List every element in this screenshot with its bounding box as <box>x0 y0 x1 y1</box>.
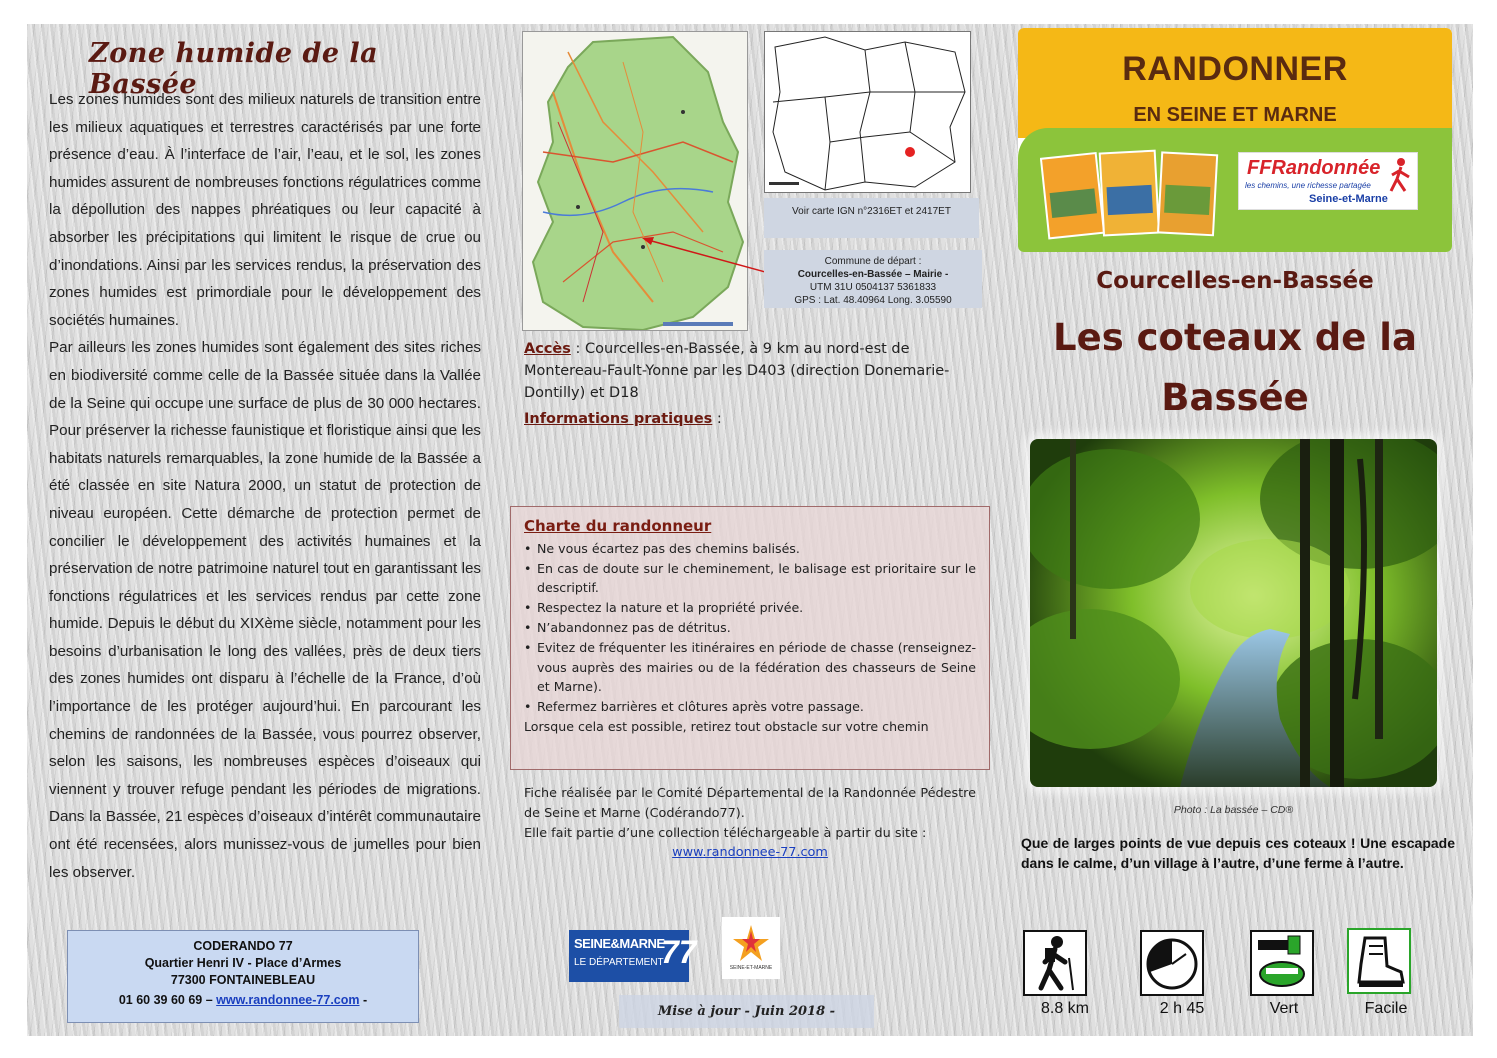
clock-face <box>1142 932 1202 994</box>
charter-item: • Respectez la nature et la propriété privée. <box>524 598 976 618</box>
ffr-logo-tagline: les chemins, une richesse partagée <box>1245 181 1371 190</box>
contact-name: CODERANDO 77 <box>193 939 293 953</box>
info-label: Informations pratiques <box>524 411 713 427</box>
guidebooks-icon <box>1040 146 1220 241</box>
seine-et-marne-department-logo <box>569 930 697 982</box>
photo-caption: Photo : La bassée – CD® <box>1173 804 1294 816</box>
route-title-line1: Les coteaux de la <box>1053 316 1417 359</box>
paint-brush-icon <box>1250 930 1314 996</box>
logo-line2: LE DÉPARTEMENT <box>574 957 664 968</box>
access-label: Accès <box>524 341 571 357</box>
pointer-arrow-icon <box>642 234 782 280</box>
paragraph-bassee: Par ailleurs les zones humides sont également des sites riches en biodiversité comme celle de la Bassée située dans la Vallée de la Seine qui occupe une surface de plus de 30 000 hectares. Pour préserver la richesse faunistique et floristique ainsi que les habitats naturels remarquables, la zone humide de la Bassée a été classée en site Natura 2000, un statut de protection de niveau européen. Cette démarche de protection permet de concilier le développement des activités humaines et la préservation de notre patrimoine naturel tout en garantissant les fonctions régulatrices et les services rendus par cette zone humide. Depuis le début du XIXème siècle, notamment pour les besoins d’urbanisation le long des vallées, près de deux tiers des zones humides ont disparu à l’échelle de la France, d’où l’importance de les protéger aujourd’hui. En parcourant les chemins de randonnées de la Bassée, vous pourrez observer, selon les saisons, les nombreuses espèces d’oiseaux qui viennent y trouver refuge pendant les périodes de migrations. Dans la Bassée, 21 espèces d’oiseaux d’intérêt communautaire ont été recensées, alors munissez-vous de jumelles pour bien les observer. <box>49 339 481 881</box>
start-label: Commune de départ : <box>824 256 922 267</box>
charter-item: • N’abandonnez pas de détritus. <box>524 618 976 638</box>
difficulty-label: Facile <box>1364 1000 1408 1017</box>
collection-website-link[interactable]: www.randonnee-77.com <box>672 845 828 861</box>
ign-map-reference: Voir carte IGN n°2316ET et 2417ET <box>764 198 979 238</box>
start-place: Courcelles-en-Bassée – Mairie - <box>797 269 949 280</box>
seine-et-marne-map-icon <box>523 32 748 331</box>
logo-number: 77 <box>661 934 697 970</box>
left-body-text <box>49 86 481 886</box>
route-title <box>1017 308 1453 428</box>
access-text: : Courcelles-en-Bassée, à 9 km au nord-est de Montereau-Fault-Yonne par les D403 (direction Donemarie-Dontilly) et D18 <box>524 341 950 401</box>
info-paragraph <box>524 408 976 430</box>
utm-coordinates: UTM 31U 0504137 5361833 <box>809 282 937 293</box>
charter-item: • Ne vous écartez pas des chemins balisés. <box>524 539 976 559</box>
forest-stream-photo <box>1030 439 1437 787</box>
clock-icon <box>1140 930 1204 996</box>
ffr-logo-department: Seine-et-Marne <box>1309 193 1388 205</box>
duration-label: 2 h 45 <box>1159 1000 1205 1017</box>
paragraph-wetlands: Les zones humides sont des milieux naturels de transition entre les milieux aquatiques et terrestres caractérisés par une forte présence d’eau. À l’interface de l’air, l’eau, et le sol, les zones humides assurent de nombreuses fonctions régulatrices comme la dépollution des nappes phréatiques ou leur capacité à absorber les précipitations qui limitent le risque de crue ou d’inondations. Ainsi par les services rendus, la préservation des zones humides est primordiale pour le développement des sociétés humaines. <box>49 91 481 329</box>
contact-phone-line <box>68 992 418 1009</box>
distance-label: 8.8 km <box>1040 1000 1089 1017</box>
charter-title: Charte du randonneur <box>524 517 712 535</box>
tourism-star-logo <box>722 917 780 979</box>
paint-marker <box>1252 932 1312 994</box>
access-section <box>524 338 976 430</box>
charter-list <box>524 539 976 717</box>
photo-image <box>1030 439 1437 787</box>
hiker-figure <box>1025 932 1085 994</box>
charter-item: • En cas de doute sur le cheminement, le balisage est prioritaire sur le descriptif. <box>524 559 976 599</box>
hiker-charter-box <box>510 506 990 770</box>
contact-phone: 01 60 39 60 69 – <box>118 993 213 1007</box>
credits-text: Fiche réalisée par le Comité Départemental de la Randonnée Pédestre de Seine et Marne (Codérando77). <box>524 786 976 821</box>
charter-closing: Lorsque cela est possible, retirez tout obstacle sur votre chemin <box>524 718 929 734</box>
banner-title: RANDONNER <box>1122 50 1348 88</box>
walker-icon <box>1387 157 1415 193</box>
contact-suffix: - <box>362 993 368 1007</box>
charter-item: • Refermez barrières et clôtures après votre passage. <box>524 697 976 717</box>
route-map <box>522 31 748 331</box>
boot-figure <box>1349 930 1409 992</box>
route-title-line2: Bassée <box>1161 376 1309 419</box>
ffr-logo-name: FFRandonnée <box>1247 157 1381 179</box>
collection-text: Elle fait partie d’une collection téléchargeable à partir du site : <box>524 825 927 841</box>
commune-name: Courcelles-en-Bassée <box>1096 268 1374 294</box>
info-suffix: : <box>712 411 722 427</box>
update-date: Mise à jour - Juin 2018 - <box>619 995 874 1028</box>
start-point-box <box>764 250 982 308</box>
ile-de-france-locator-map <box>764 31 971 193</box>
locator-map-icon <box>765 32 971 193</box>
contact-address-line2: 77300 FONTAINEBLEAU <box>170 973 316 987</box>
gps-coordinates: GPS : Lat. 48.40964 Long. 3.05590 <box>794 295 952 306</box>
contact-address-line1: Quartier Henri IV - Place d’Armes <box>144 956 342 970</box>
left-section-title: Zone humide de la Bassée <box>89 38 379 100</box>
randonner-banner <box>1018 28 1452 252</box>
charter-item: • Evitez de fréquenter les itinéraires en période de chasse (renseignez-vous auprès des mairies ou de la fédération des chasseurs de Seine et Marne). <box>524 638 976 697</box>
contact-website-link[interactable]: www.randonnee-77.com <box>216 993 360 1007</box>
logo-line1: SEINE&MARNE <box>574 936 665 951</box>
marking-color-label: Vert <box>1269 1000 1299 1017</box>
banner-subtitle: EN SEINE ET MARNE <box>1133 104 1337 126</box>
hiker-icon <box>1023 930 1087 996</box>
brochure-sheet <box>27 24 1473 1036</box>
route-tagline: Que de larges points de vue depuis ces coteaux ! Une escapade dans le calme, d’un village à l’autre, d’une ferme à l’autre. <box>1021 835 1455 871</box>
star-logo-caption: SEINE-ET-MARNE <box>729 965 773 971</box>
ffrandonnee-logo <box>1238 152 1418 210</box>
contact-box <box>67 930 419 1023</box>
access-paragraph <box>524 338 976 404</box>
credits-section <box>524 784 976 863</box>
boot-icon <box>1347 928 1411 994</box>
